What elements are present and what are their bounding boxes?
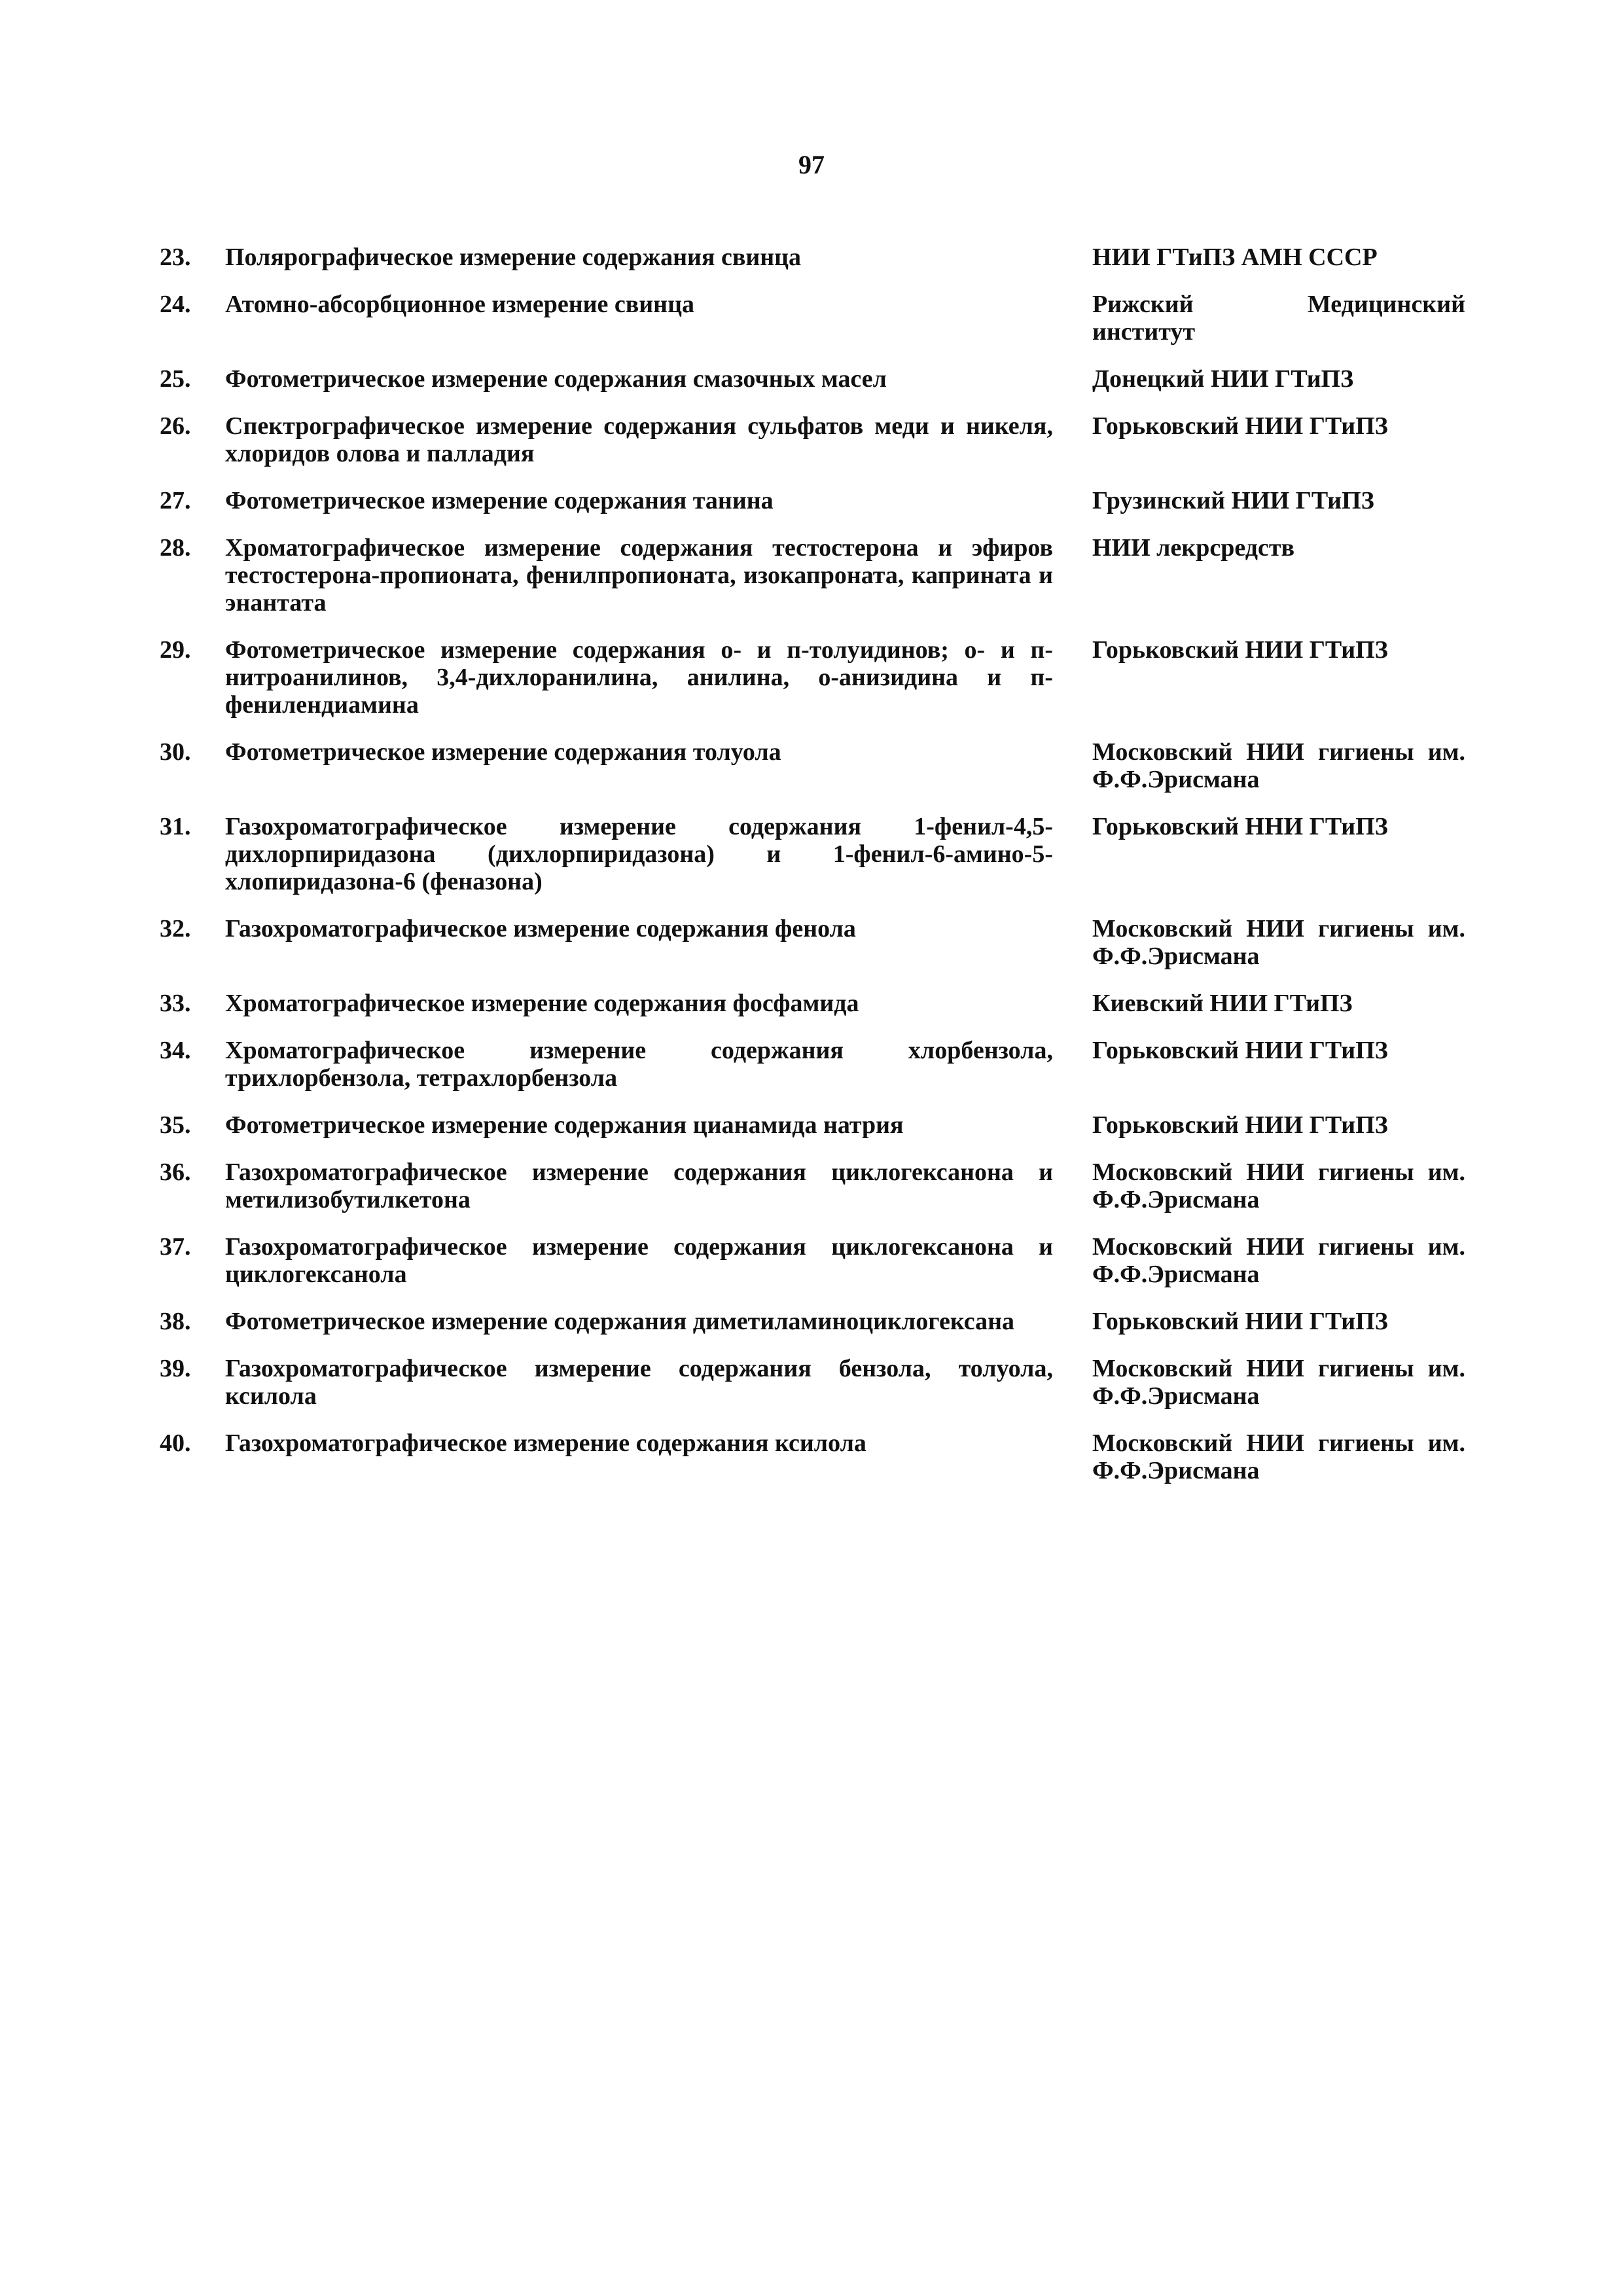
entry-39 xyxy=(160,1355,1465,1410)
entry-institution: Московский НИИ гигиены им. Ф.Ф.Эрисмана xyxy=(1092,1429,1465,1484)
entry-number: 38. xyxy=(160,1308,191,1335)
entry-25 xyxy=(160,365,1465,393)
entry-31 xyxy=(160,813,1465,895)
entry-number: 40. xyxy=(160,1429,191,1457)
entry-title: Фотометрическое измерение содержания смазочных масел xyxy=(225,365,887,393)
entry-number: 28. xyxy=(160,534,191,562)
entry-title: Фотометрическое измерение содержания о- и п-толуидинов; о- и п-нитроанилинов, 3,4-дихлоранилина, анилина, о-анизидина и п-фенилендиамина xyxy=(225,636,1053,719)
entry-28 xyxy=(160,534,1465,617)
entry-32 xyxy=(160,915,1465,970)
entry-number: 36. xyxy=(160,1158,191,1186)
entry-title: Газохроматографическое измерение содержания циклогексанона и циклогексанола xyxy=(225,1233,1053,1288)
entry-number: 33. xyxy=(160,990,191,1017)
entry-38 xyxy=(160,1308,1465,1335)
entry-institution: Горьковский ННИ ГТиПЗ xyxy=(1092,813,1388,840)
entry-title: Фотометрическое измерение содержания толуола xyxy=(225,738,781,766)
entry-title: Газохроматографическое измерение содержания 1-фенил-4,5-дихлорпиридазона (дихлорпиридазона) и 1-фенил-6-амино-5-хлопиридазона-6 (феназона) xyxy=(225,813,1053,895)
entry-institution: Московский НИИ гигиены им. Ф.Ф.Эрисмана xyxy=(1092,738,1465,793)
entry-number: 32. xyxy=(160,915,191,942)
entry-title: Фотометрическое измерение содержания танина xyxy=(225,487,774,514)
entry-title: Спектрографическое измерение содержания сульфатов меди и никеля, хлоридов олова и палладия xyxy=(225,412,1053,467)
entry-title: Хроматографическое измерение содержания хлорбензола, трихлорбензола, тетрахлорбензола xyxy=(225,1037,1053,1092)
entry-number: 37. xyxy=(160,1233,191,1261)
entry-institution: Горьковский НИИ ГТиПЗ xyxy=(1092,412,1388,440)
entry-institution: Московский НИИ гигиены им. Ф.Ф.Эрисмана xyxy=(1092,1233,1465,1288)
entry-title: Фотометрическое измерение содержания цианамида натрия xyxy=(225,1111,904,1139)
entry-30 xyxy=(160,738,1465,793)
entry-title: Газохроматографическое измерение содержания бензола, толуола, ксилола xyxy=(225,1355,1053,1410)
entries-list xyxy=(160,243,1465,1504)
entry-35 xyxy=(160,1111,1465,1139)
entry-institution: НИИ лекрсредств xyxy=(1092,534,1295,562)
entry-title: Хроматографическое измерение содержания тестостерона и эфиров тестостерона-пропионата, фенилпропионата, изокапроната, каприната и энантата xyxy=(225,534,1053,617)
entry-29 xyxy=(160,636,1465,719)
entry-26 xyxy=(160,412,1465,467)
entry-title: Газохроматографическое измерение содержания циклогексанона и метилизобутилкетона xyxy=(225,1158,1053,1213)
entry-number: 26. xyxy=(160,412,191,440)
entry-number: 27. xyxy=(160,487,191,514)
entry-institution: Горьковский НИИ ГТиПЗ xyxy=(1092,1037,1388,1064)
entry-number: 23. xyxy=(160,243,191,271)
entry-33 xyxy=(160,990,1465,1017)
entry-institution: Горьковский НИИ ГТиПЗ xyxy=(1092,1308,1388,1335)
entry-institution: Горьковский НИИ ГТиПЗ xyxy=(1092,636,1388,664)
entry-number: 35. xyxy=(160,1111,191,1139)
entry-title: Газохроматографическое измерение содержания фенола xyxy=(225,915,856,942)
entry-institution: Московский НИИ гигиены им. Ф.Ф.Эрисмана xyxy=(1092,915,1465,970)
entry-number: 31. xyxy=(160,813,191,840)
entry-27 xyxy=(160,487,1465,514)
entry-institution: Московский НИИ гигиены им. Ф.Ф.Эрисмана xyxy=(1092,1355,1465,1410)
entry-number: 25. xyxy=(160,365,191,393)
entry-institution: Донецкий НИИ ГТиПЗ xyxy=(1092,365,1354,393)
entry-number: 30. xyxy=(160,738,191,766)
entry-24 xyxy=(160,291,1465,346)
entry-number: 34. xyxy=(160,1037,191,1064)
entry-number: 39. xyxy=(160,1355,191,1382)
entry-title: Хроматографическое измерение содержания фосфамида xyxy=(225,990,859,1017)
entry-37 xyxy=(160,1233,1465,1288)
entry-number: 29. xyxy=(160,636,191,664)
entry-title: Газохроматографическое измерение содержания ксилола xyxy=(225,1429,866,1457)
entry-number: 24. xyxy=(160,291,191,318)
entry-institution: Киевский НИИ ГТиПЗ xyxy=(1092,990,1353,1017)
entry-34 xyxy=(160,1037,1465,1092)
entry-title: Атомно-абсорбционное измерение свинца xyxy=(225,291,694,318)
entry-36 xyxy=(160,1158,1465,1213)
entry-title: Фотометрическое измерение содержания диметиламиноциклогексана xyxy=(225,1308,1015,1335)
entry-institution: Рижский Медицинский институт xyxy=(1092,291,1465,346)
entry-23 xyxy=(160,243,1465,271)
entry-institution: Грузинский НИИ ГТиПЗ xyxy=(1092,487,1374,514)
entry-institution: НИИ ГТиПЗ АМН СССР xyxy=(1092,243,1378,271)
entry-institution: Московский НИИ гигиены им. Ф.Ф.Эрисмана xyxy=(1092,1158,1465,1213)
page-number: 97 xyxy=(798,150,825,179)
entry-title: Полярографическое измерение содержания свинца xyxy=(225,243,802,271)
entry-institution: Горьковский НИИ ГТиПЗ xyxy=(1092,1111,1388,1139)
entry-40 xyxy=(160,1429,1465,1484)
